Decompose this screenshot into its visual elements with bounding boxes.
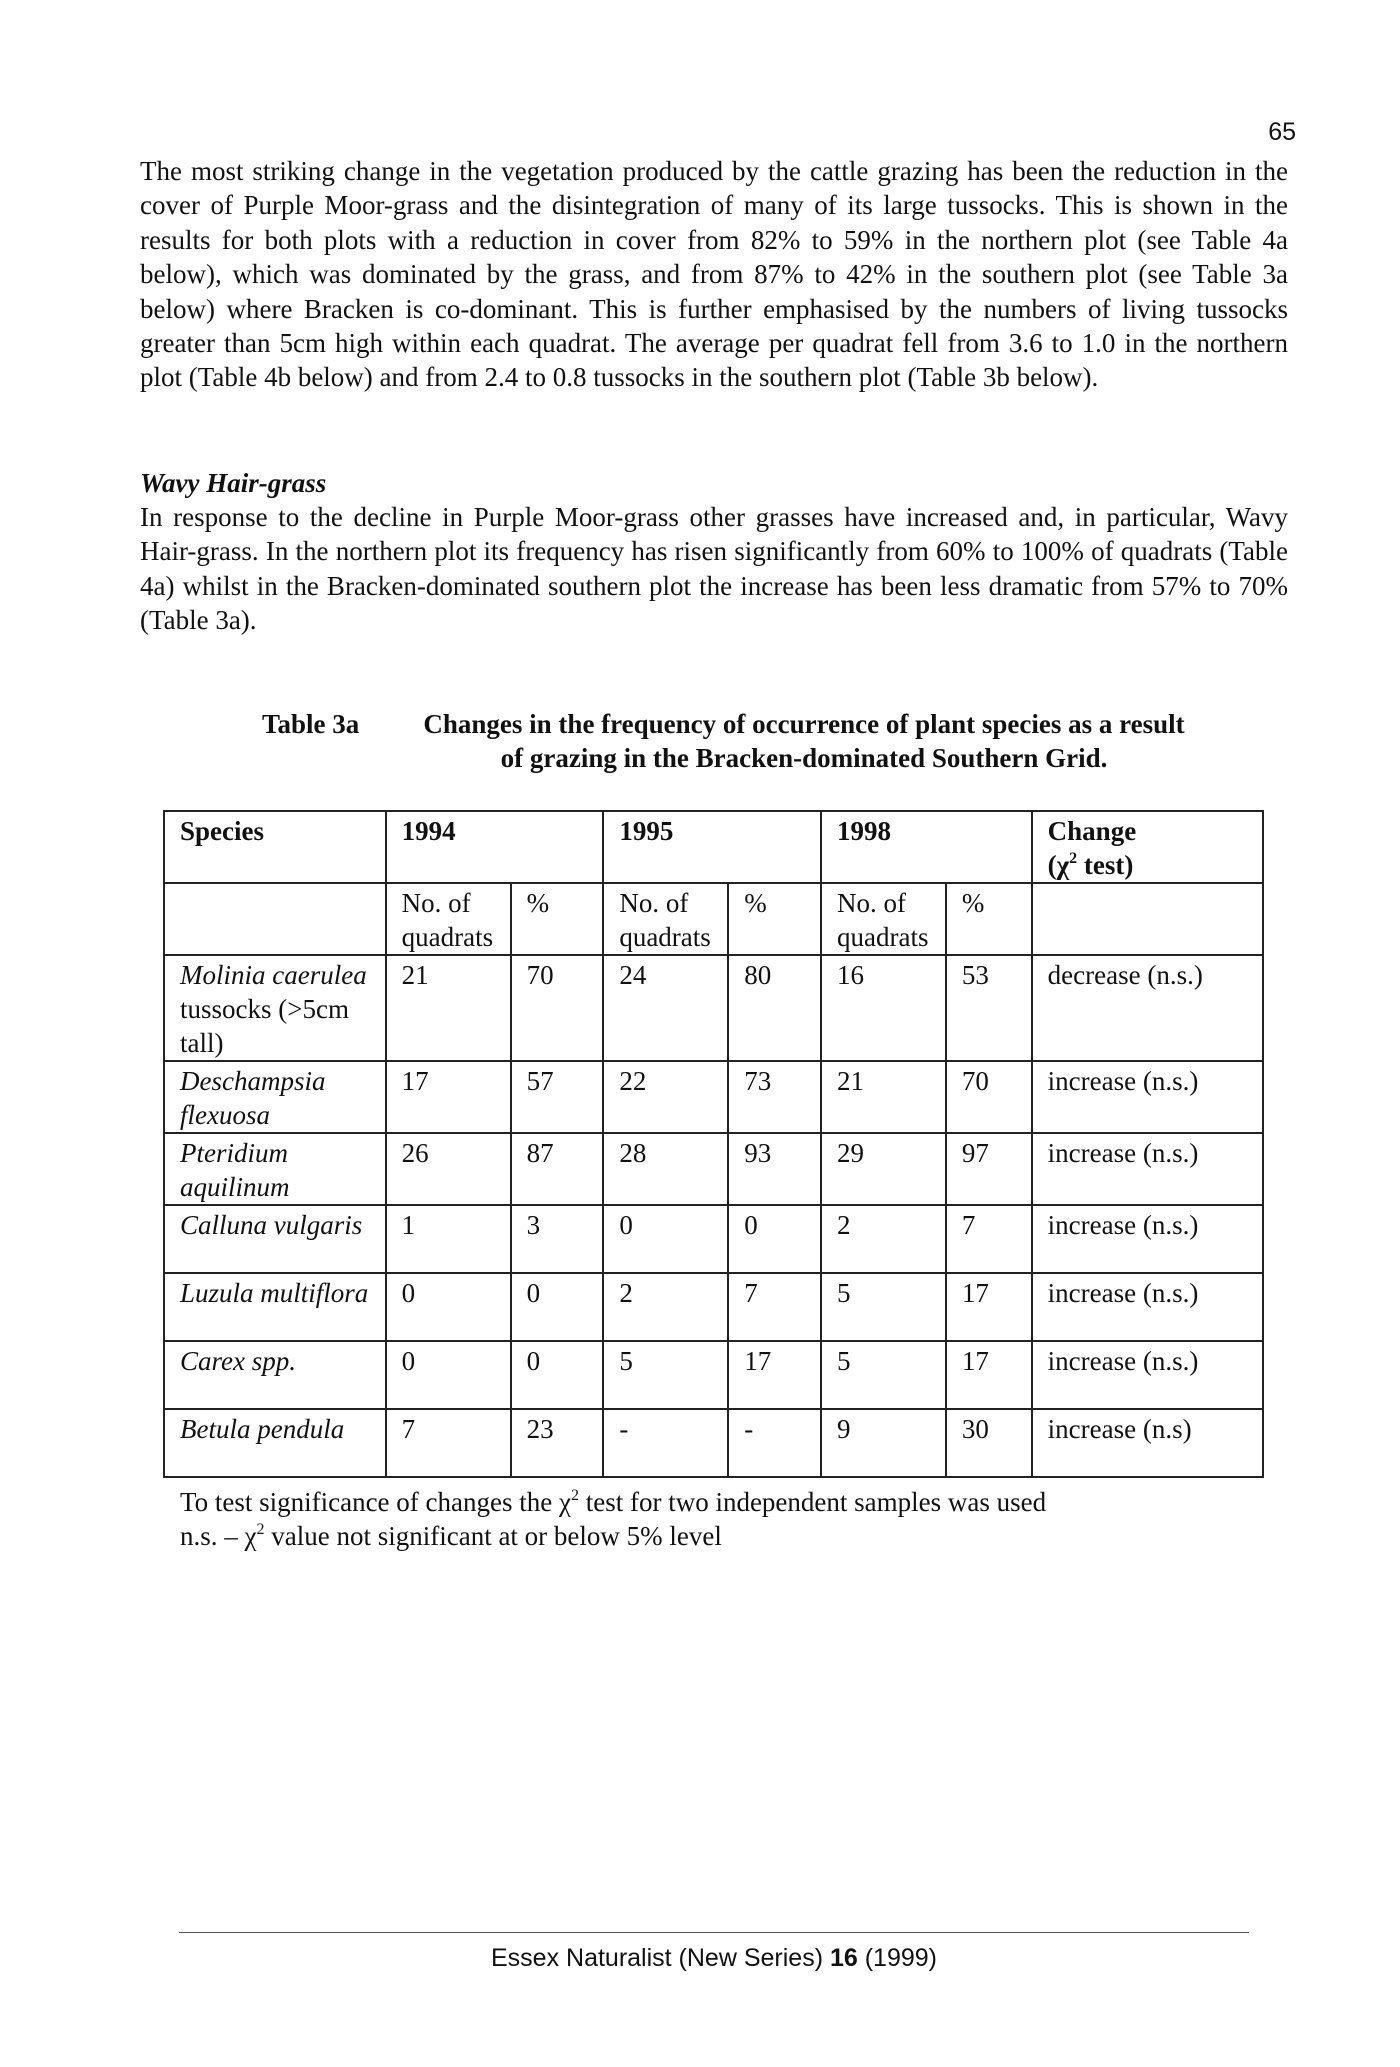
species-cell (164, 955, 386, 1061)
value-cell: 2 (821, 1205, 946, 1273)
table-row (164, 1409, 1263, 1477)
table-number: Table 3a (262, 709, 360, 739)
value-cell: 26 (386, 1133, 511, 1205)
value-cell: 16 (821, 955, 946, 1061)
year-header-1994-spacer (511, 811, 604, 883)
value-cell: 2 (603, 1273, 728, 1341)
note-line2-pre: n.s. – χ (180, 1521, 257, 1551)
footer-year: (1999) (857, 1944, 937, 1972)
value-cell: 7 (946, 1205, 1032, 1273)
footer-volume: 16 (829, 1944, 858, 1972)
species-cell: Calluna vulgaris (164, 1205, 386, 1273)
value-cell: 5 (821, 1341, 946, 1409)
value-cell: 1 (386, 1205, 511, 1273)
value-cell: 0 (386, 1273, 511, 1341)
value-cell: - (603, 1409, 728, 1477)
value-cell: 0 (603, 1205, 728, 1273)
value-cell: 28 (603, 1133, 728, 1205)
table-subheader-row (164, 883, 1263, 955)
pct-label-1995: % (728, 883, 821, 955)
species-header: Species (164, 811, 386, 883)
note-line1-post: test for two independent samples was used (578, 1487, 1047, 1517)
wavy-hair-grass-paragraph: In response to the decline in Purple Moor-grass other grasses have increased and, in particular, Wavy Hair-grass. In the northern plot its frequency has risen significantly from 60% to 100% of quadrats (Table 4a) whilst in the Bracken-dominated southern plot the increase has been less dramatic from 57% to 70% (Table 3a). (140, 502, 1288, 636)
change-cell: increase (n.s.) (1032, 1273, 1263, 1341)
value-cell: 0 (511, 1341, 604, 1409)
value-cell: 93 (728, 1133, 821, 1205)
table-row (164, 1061, 1263, 1133)
value-cell: 17 (946, 1273, 1032, 1341)
note-line2-post: value not significant at or below 5% level (264, 1521, 722, 1551)
page-number: 65 (1268, 118, 1296, 146)
intro-paragraph: The most striking change in the vegetation produced by the cattle grazing has been the reduction in the cover of Purple Moor-grass and the disintegration of many of its large tussocks. This is shown in the results for both plots with a reduction in cover from 82% to 59% in the northern plot (see Table 4a below), which was dominated by the grass, and from 87% to 42% in the southern plot (see Table 3a below) where Bracken is co-dominant. This is further emphasised by the numbers of living tussocks greater than 5cm high within each quadrat. The average per quadrat fell from 3.6 to 1.0 in the northern plot (Table 4b below) and from 2.4 to 0.8 tussocks in the southern plot (Table 3b below). (140, 156, 1288, 393)
change-cell: increase (n.s.) (1032, 1133, 1263, 1205)
species-name: Molinia caerulea (180, 960, 367, 990)
value-cell: 0 (386, 1341, 511, 1409)
year-header-1995-spacer (728, 811, 821, 883)
year-header-1998-spacer (946, 811, 1032, 883)
change-cell: increase (n.s.) (1032, 1061, 1263, 1133)
value-cell: 17 (946, 1341, 1032, 1409)
value-cell: 29 (821, 1133, 946, 1205)
value-cell: 97 (946, 1133, 1032, 1205)
change-header (1032, 811, 1263, 883)
species-cell: Luzula multiflora (164, 1273, 386, 1341)
value-cell: 17 (386, 1061, 511, 1133)
value-cell: 73 (728, 1061, 821, 1133)
value-cell: 80 (728, 955, 821, 1061)
note-line2-sup: 2 (256, 1521, 265, 1538)
value-cell: 30 (946, 1409, 1032, 1477)
value-cell: 57 (511, 1061, 604, 1133)
species-cell: Carex spp. (164, 1341, 386, 1409)
table-header-row (164, 811, 1263, 883)
value-cell: 0 (728, 1205, 821, 1273)
note-line1-pre: To test significance of changes the χ (180, 1487, 571, 1517)
count-label-1994: No. of quadrats (386, 883, 511, 955)
change-cell: increase (n.s.) (1032, 1205, 1263, 1273)
value-cell: 21 (821, 1061, 946, 1133)
count-label-1995: No. of quadrats (603, 883, 728, 955)
value-cell: 23 (511, 1409, 604, 1477)
value-cell: 87 (511, 1133, 604, 1205)
table-row (164, 955, 1263, 1061)
change-cell: decrease (n.s.) (1032, 955, 1263, 1061)
journal-footer (0, 1944, 1400, 1973)
change-cell: increase (n.s) (1032, 1409, 1263, 1477)
change-header-label: Change (1047, 816, 1137, 846)
table-row (164, 1133, 1263, 1205)
species-cell: Deschampsia flexuosa (164, 1061, 386, 1133)
value-cell: 22 (603, 1061, 728, 1133)
count-label-1998: No. of quadrats (821, 883, 946, 955)
value-cell: 70 (946, 1061, 1032, 1133)
table-row (164, 1205, 1263, 1273)
value-cell: 5 (821, 1273, 946, 1341)
value-cell: 24 (603, 955, 728, 1061)
value-cell: 3 (511, 1205, 604, 1273)
value-cell: 70 (511, 955, 604, 1061)
year-header-1994: 1994 (386, 811, 511, 883)
change-header-sub-sup: 2 (1069, 850, 1078, 867)
species-cell: Betula pendula (164, 1409, 386, 1477)
species-cell: Pteridium aquilinum (164, 1133, 386, 1205)
year-header-1998: 1998 (821, 811, 946, 883)
note-line1-sup: 2 (570, 1487, 579, 1504)
table-title: Changes in the frequency of occurrence of plant species as a result of grazing in the Bracken-dominated Southern Grid. (423, 709, 1185, 773)
value-cell: - (728, 1409, 821, 1477)
value-cell: 53 (946, 955, 1032, 1061)
pct-label-1994: % (511, 883, 604, 955)
species-note: tussocks (>5cm tall) (180, 994, 349, 1058)
pct-label-1998: % (946, 883, 1032, 955)
value-cell: 17 (728, 1341, 821, 1409)
value-cell: 0 (511, 1273, 604, 1341)
footer-divider (179, 1932, 1249, 1933)
value-cell: 7 (728, 1273, 821, 1341)
change-header-sub-pre: (χ (1047, 850, 1070, 880)
table-notes (180, 1485, 1046, 1553)
table-row (164, 1341, 1263, 1409)
year-header-1995: 1995 (603, 811, 728, 883)
value-cell: 21 (386, 955, 511, 1061)
change-cell: increase (n.s.) (1032, 1341, 1263, 1409)
subheader-change-empty (1032, 883, 1263, 955)
table-row (164, 1273, 1263, 1341)
footer-journal: Essex Naturalist (New Series) (490, 1944, 830, 1972)
value-cell: 9 (821, 1409, 946, 1477)
species-frequency-table (163, 810, 1264, 1478)
change-header-sub-post: test) (1077, 850, 1134, 880)
subheader-empty (164, 883, 386, 955)
value-cell: 7 (386, 1409, 511, 1477)
section-subheading: Wavy Hair-grass (140, 468, 327, 498)
value-cell: 5 (603, 1341, 728, 1409)
